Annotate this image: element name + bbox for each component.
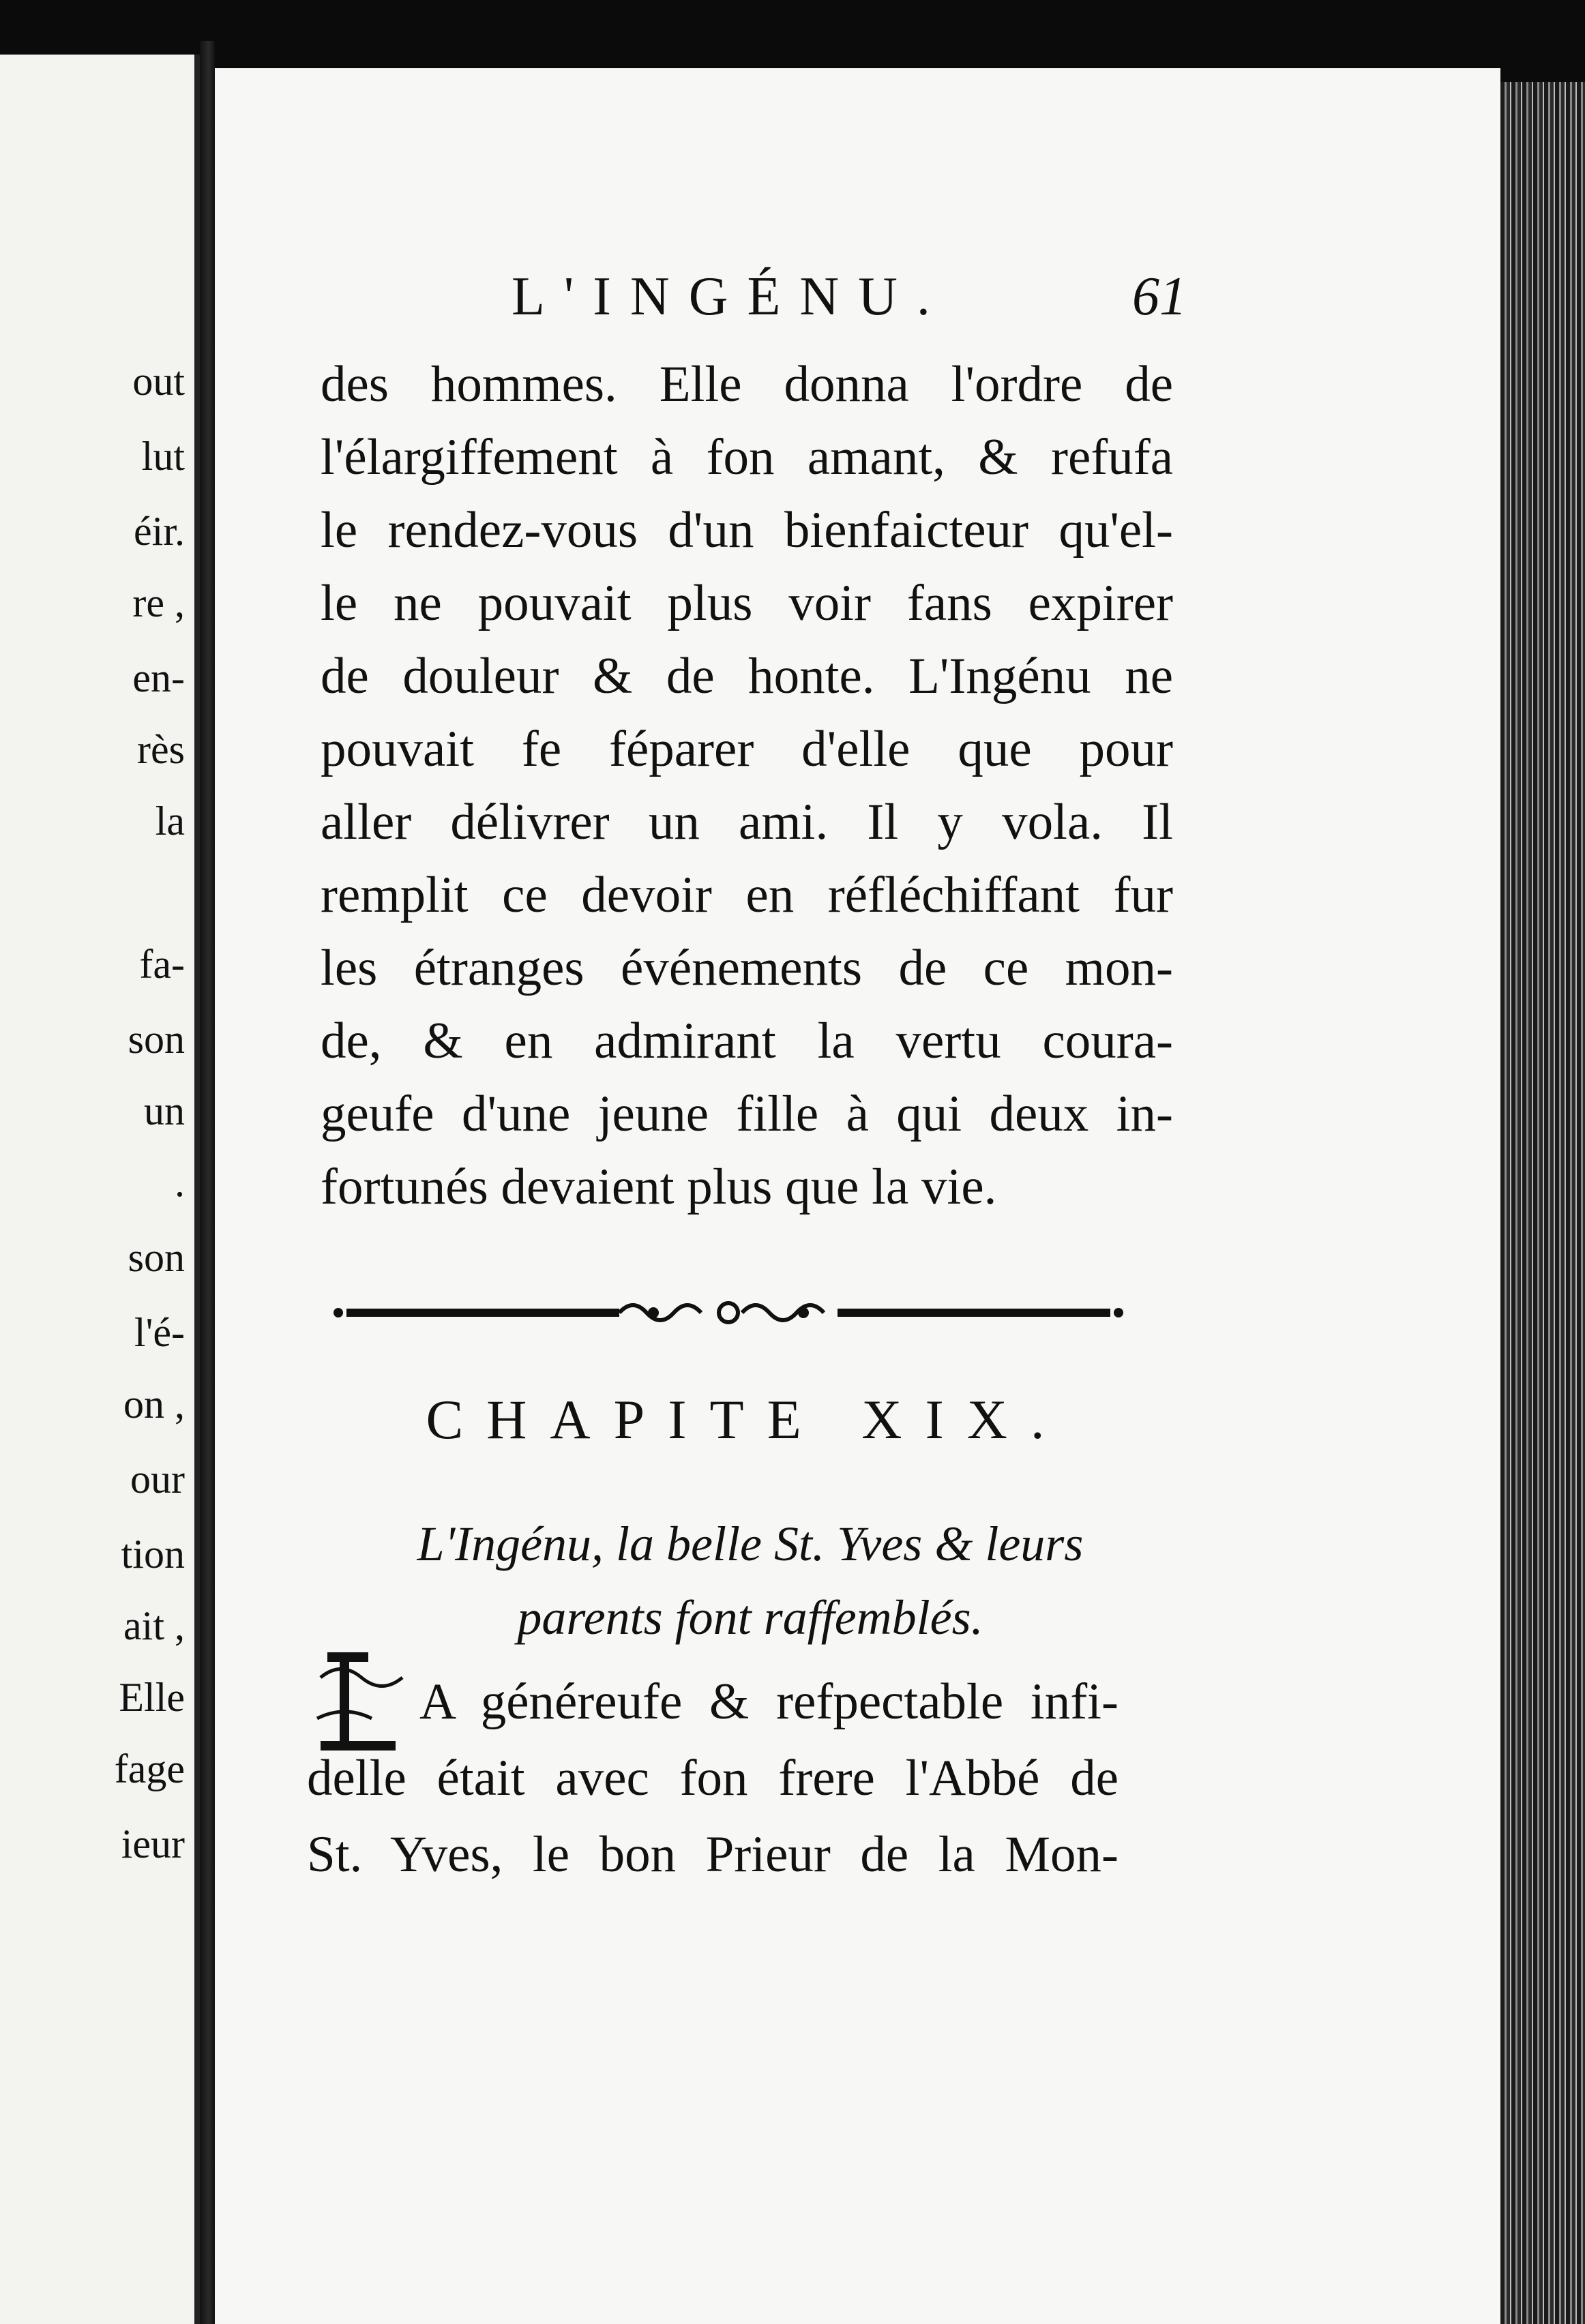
left-page-fragment: l'é- [134,1310,185,1355]
left-page-fragment: la [155,799,185,844]
text-line: de, & en admirant la vertu coura- [321,1013,1173,1069]
text-line: le rendez-vous d'un bienfaicteur qu'el- [321,502,1173,558]
left-page-fragment: out [132,359,185,404]
text-line: St. Yves, le bon Prieur de la Mon- [307,1826,1119,1883]
page-header [286,266,1187,341]
left-page-fragment: son [128,1235,185,1280]
text-line: geufe d'une jeune fille à qui deux in- [321,1086,1173,1142]
subtitle-line: parents font raffemblés. [517,1590,983,1645]
left-facing-page [0,55,200,2324]
left-page-fragment: ieur [121,1821,185,1866]
chapter-subtitle [300,1507,1200,1654]
body-text [321,348,1173,1223]
text-line: fortunés devaient plus que la vie. [321,1159,997,1215]
left-page-fragment: tion [121,1532,185,1577]
left-page-fragment: lut [141,434,185,479]
left-page-fragment: en- [132,655,185,700]
subtitle-line: L'Ingénu, la belle St. Yves & leurs [417,1517,1084,1571]
left-page-fragment: éir. [134,509,185,554]
text-line: aller délivrer un ami. Il y vola. Il [321,794,1173,850]
text-line: pouvait fe féparer d'elle que pour [321,721,1173,777]
text-line: de douleur & de honte. L'Ingénu ne [321,648,1173,704]
left-page-fragment: fa- [139,942,185,987]
text-line: delle était avec fon frere l'Abbé de [307,1750,1119,1806]
left-page-fragment: re , [132,580,185,625]
chapter-title: CHAPITE XIX. [426,1388,1068,1450]
text-line: des hommes. Elle donna l'ordre de [321,356,1173,413]
text-line: l'élargiffement à fon amant, & refufa [321,429,1173,486]
left-page-fragment: rès [137,727,185,772]
book-gutter [200,41,215,2324]
left-page-fragment: Elle [119,1675,185,1720]
chapter-opening [307,1664,1119,1893]
left-page-fragment: son [128,1017,185,1062]
ornamental-rule [333,1292,1124,1333]
text-line: le ne pouvait plus voir fans expirer [321,575,1173,631]
left-page-fragment: un [144,1088,185,1133]
text-line: remplit ce devoir en réfléchiffant fur [321,867,1173,923]
left-page-fragment: ait , [123,1603,185,1648]
left-page-fragment: our [130,1457,185,1502]
text-line: A généreufe & refpectable infi- [419,1673,1119,1730]
left-page-fragment: fage [114,1746,185,1791]
page-edges [1500,82,1585,2324]
running-head: L'INGÉNU. [512,267,949,327]
text-line: les étranges événements de ce mon- [321,940,1173,996]
left-page-fragment: . [175,1160,185,1205]
page-number: 61 [1132,267,1187,327]
left-page-fragment: on , [123,1382,185,1427]
